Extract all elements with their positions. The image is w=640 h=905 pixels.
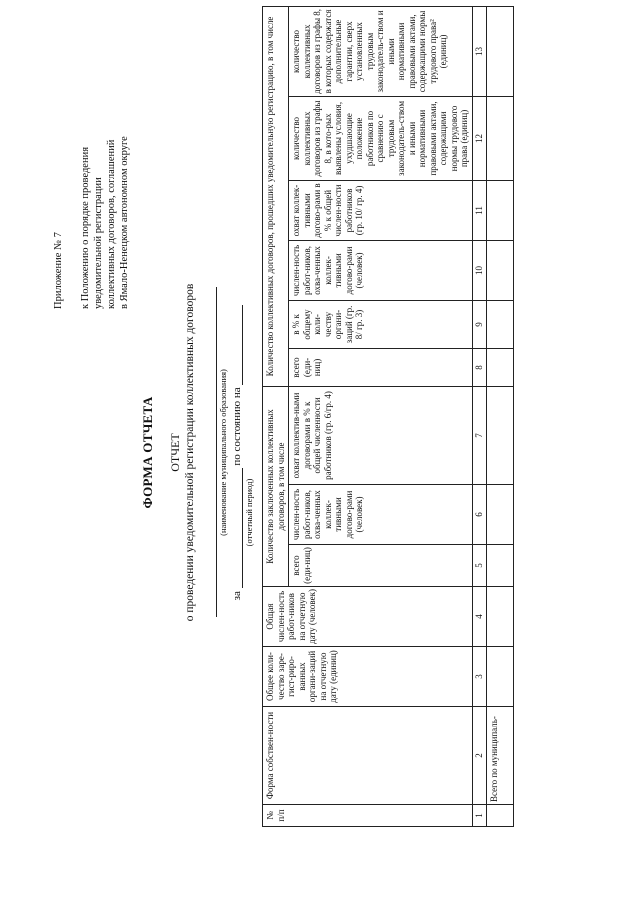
total-cell <box>486 647 513 707</box>
total-cell <box>486 348 513 386</box>
col-number: 1 <box>472 805 486 827</box>
col-number: 8 <box>472 348 486 386</box>
col-number: 7 <box>472 386 486 484</box>
total-cell <box>486 240 513 300</box>
col-number: 2 <box>472 707 486 805</box>
column-number-row <box>472 6 486 826</box>
report-title: ОТЧЕТ <box>168 433 182 472</box>
period-blank <box>230 468 243 588</box>
period-line <box>230 0 243 905</box>
header-row-1 <box>263 6 289 826</box>
as-of-label: по состоянию на <box>231 387 243 466</box>
total-cell <box>486 587 513 647</box>
municipality-caption: (наименование муниципального образования) <box>218 369 228 536</box>
total-row <box>486 6 513 826</box>
form-title: ФОРМА ОТЧЕТА <box>140 396 155 509</box>
total-cell <box>486 96 513 180</box>
municipality-line <box>204 0 217 905</box>
appendix-line-1: к Положению о порядке проведения <box>80 146 91 309</box>
total-cell <box>486 300 513 348</box>
header-group-registered: Количество коллективных договоров, прошедших уведомительную регистрацию, в том числе <box>263 6 289 386</box>
header-registered-orgs: Общее коли-чество заре-гист-риро-ванных органи-заций на отчетную дату (единиц) <box>263 647 473 707</box>
col-number: 5 <box>472 545 486 587</box>
report-table <box>262 6 514 827</box>
total-label: Всего по муниципаль- <box>486 707 513 805</box>
col-number: 12 <box>472 96 486 180</box>
col-number: 10 <box>472 240 486 300</box>
appendix-line-4: в Ямало-Ненецком автономном округе <box>119 136 130 309</box>
col-number: 13 <box>472 6 486 96</box>
header-col-8: всего (еди-ниц) <box>289 348 473 386</box>
appendix-line-3: коллективных договоров, соглашений <box>106 139 117 309</box>
header-col-12: количество коллективных договоров из графы 8, в кото-рых выявлены условия, ухудшающие положение работников по сравнению с трудовым законодатель-ством и иными нормативными правовыми актами, содержащими нормы трудового права (единиц) <box>289 96 473 180</box>
total-cell-no <box>486 805 513 827</box>
as-of-blank <box>230 305 243 385</box>
header-col-6: числен-ность работ-ников, охва-ченных коллек-тивными догово-рами (человек) <box>289 485 473 545</box>
report-subtitle: о проведении уведомительной регистрации коллективных договоров <box>184 283 196 622</box>
header-col-10: числен-ность работ-ников, охва-ченных коллек-тивными догово-рами (человек) <box>289 240 473 300</box>
total-cell <box>486 386 513 484</box>
col-number: 4 <box>472 587 486 647</box>
col-number: 11 <box>472 180 486 240</box>
total-cell <box>486 545 513 587</box>
period-prefix: за <box>231 591 243 601</box>
appendix-line-2: уведомительной регистрации <box>93 177 104 309</box>
col-number: 3 <box>472 647 486 707</box>
header-col-9: в % к общему коли-честву органи-заций (гр. 8/ гр. 3) <box>289 300 473 348</box>
header-col-7: охват коллектив-ными договорами в % к общей численности работников (гр. 6/гр. 4) <box>289 386 473 484</box>
header-col-5: всего (еди-ниц) <box>289 545 473 587</box>
col-number: 9 <box>472 300 486 348</box>
col-number: 6 <box>472 485 486 545</box>
header-group-concluded: Количество заключенных коллективных договоров, в том числе <box>263 386 289 586</box>
appendix-label: Приложение № 7 <box>53 232 64 309</box>
header-col-11: охват коллек-тивными догово-рами в % к общей числен-ности работников (гр. 10/ гр. 4) <box>289 180 473 240</box>
header-col-13: количество коллективных договоров из графы 8, в которых содержатся дополнительные гарантии, сверх установленных трудовым законодатель-ством и иными нормативными правовыми актами, содержащими нормы трудового права² (единиц) <box>289 6 473 96</box>
header-ownership: Форма собствен-ности <box>263 707 473 805</box>
municipality-blank <box>204 288 217 618</box>
header-no: № п/п <box>263 805 473 827</box>
period-caption: (отчетный период) <box>244 478 254 547</box>
header-total-workers: Общая числен-ность работ-ников на отчетную дату (человек) <box>263 587 473 647</box>
appendix-header <box>52 29 131 309</box>
total-cell <box>486 180 513 240</box>
total-cell <box>486 6 513 96</box>
total-cell <box>486 485 513 545</box>
